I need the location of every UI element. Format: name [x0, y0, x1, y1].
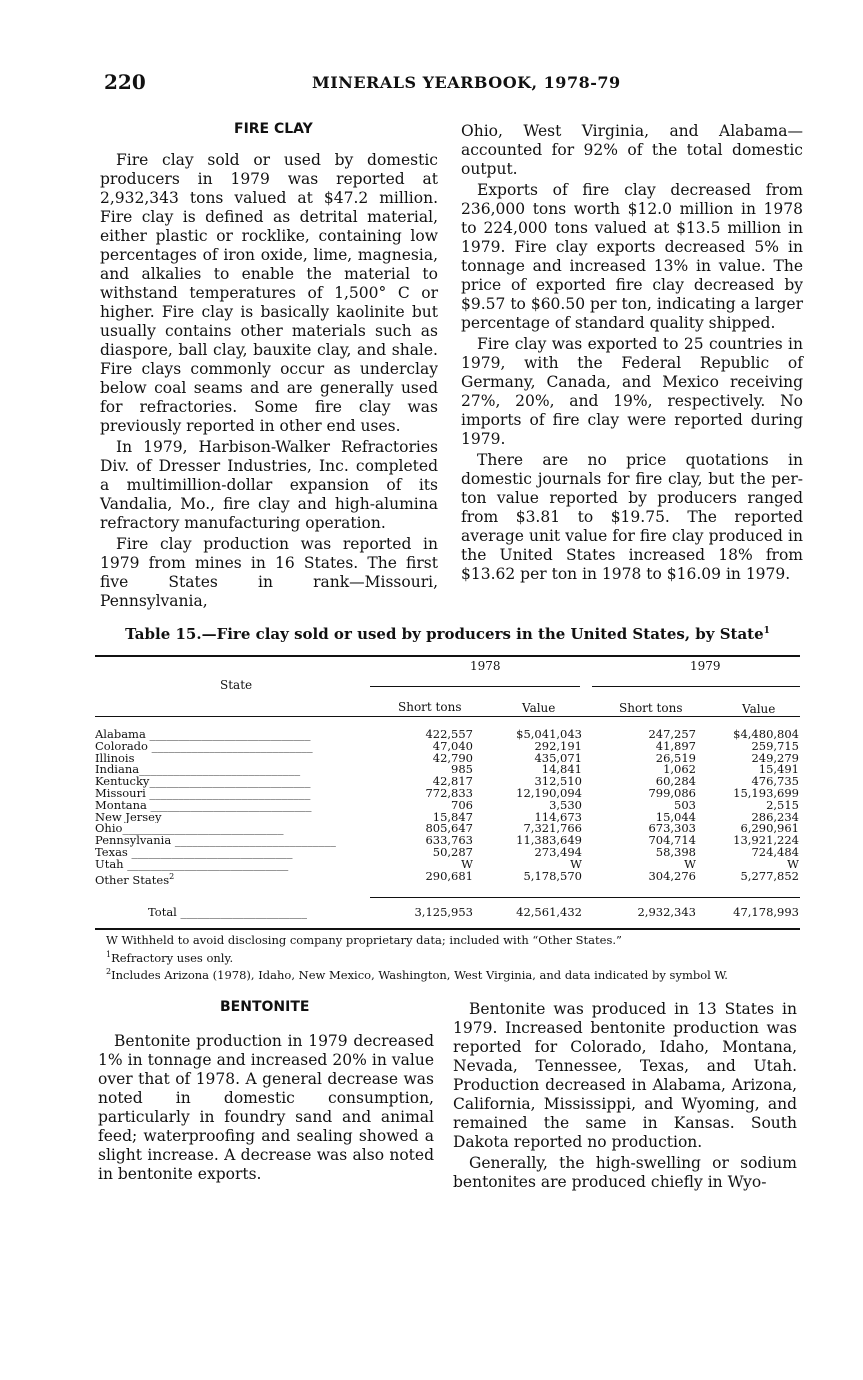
table-row: Pennsylvania ____________________________ 633,763 11,383,649 704,714 13,921,224	[95, 833, 799, 848]
footnote-marker: 1	[106, 949, 112, 959]
page-number: 220	[104, 70, 146, 94]
table-footnotes	[106, 934, 806, 982]
value-1979: 5,277,852	[740, 868, 799, 883]
fire-clay-right-column	[461, 122, 803, 584]
tons-1979: 41,897	[655, 738, 696, 753]
paragraph: Fire clay production was reported in 1979 from mines in 16 States. The first five States in rank—Missouri, Pennsylvania,	[100, 535, 438, 610]
fire-clay-heading: FIRE CLAY	[234, 121, 313, 137]
footnote-text: Refractory uses only.	[111, 950, 234, 965]
table-top-rule	[95, 655, 800, 657]
col-header-value-1978: Value	[522, 701, 556, 715]
value-1978: 292,191	[534, 738, 582, 753]
running-title: MINERALS YEARBOOK, 1978-79	[312, 73, 621, 92]
paragraph: Ohio, West Virginia, and Alabama—accounted for 92% of the total domestic output.	[461, 122, 803, 178]
value-1978: W	[570, 856, 582, 871]
tons-1979: 58,398	[655, 844, 696, 859]
tons-1978: 50,287	[432, 844, 473, 859]
col-header-short-tons-1979: Short tons	[619, 701, 683, 715]
value-1979: 15,491	[758, 762, 799, 777]
state-name: Other States	[95, 872, 170, 887]
table-row: Colorado ____________________________ 47,040 292,191 41,897 259,715	[95, 738, 799, 753]
bentonite-left-column	[98, 1032, 434, 1184]
value-1978: 7,321,766	[523, 821, 582, 836]
value-1979: 249,279	[751, 750, 799, 765]
total-tons-1979: 2,932,343	[637, 905, 696, 919]
tons-1979: 247,257	[648, 727, 696, 741]
tons-1979: 503	[674, 797, 696, 812]
value-1978: 5,178,570	[523, 868, 582, 883]
value-1978: 12,190,094	[516, 785, 582, 800]
running-header	[104, 70, 804, 94]
footnote-marker: 1	[763, 626, 770, 636]
value-1978: 3,530	[549, 797, 582, 812]
state-name: Alabama	[95, 729, 146, 741]
footnote-text: Includes Arizona (1978), Idaho, New Mexico, Washington, West Virginia, and data indicated by symbol W.	[111, 967, 728, 982]
state-name: Illinois	[95, 752, 135, 765]
tons-1979: 1,062	[663, 762, 696, 777]
state-name: Kentucky	[95, 776, 150, 788]
rule-1979	[592, 686, 800, 687]
table-row: Ohio____________________________ 805,647 7,321,766 673,303 6,290,961	[95, 821, 799, 836]
year-1979-header: 1979	[690, 659, 721, 673]
fire-clay-table	[95, 653, 800, 933]
paragraph: Bentonite was produced in 13 States in 1979. Increased bentonite production was reported for Colorado, Idaho, Montana, Nevada, Tennessee, Texas, and Utah. Production decreased in Alabama, Arizona, California, Mississippi, and Wyoming, and remained the same in Kansas. South Dakota reported no production.	[453, 1000, 797, 1151]
paragraph: There are no price quotations in domestic journals for fire clay, but the per-ton value reported by producers ranged from $3.81 to $19.75. The reported average unit value for fire clay produced in the United States increased 18% from $13.62 per ton in 1978 to $16.09 in 1979.	[461, 451, 803, 583]
tons-1978: 422,557	[425, 727, 473, 741]
col-header-short-tons-1978: Short tons	[398, 700, 462, 714]
value-1978: 14,841	[541, 762, 582, 777]
table-row: Alabama ____________________________ 422,557 $5,041,043 247,257 $4,480,804	[95, 727, 799, 741]
state-name: Indiana	[95, 764, 140, 777]
table-bottom-rule	[95, 928, 800, 930]
value-1979: 286,234	[751, 809, 799, 824]
value-1978: $5,041,043	[516, 727, 582, 741]
tons-1978: 772,833	[425, 785, 473, 800]
value-1978: 114,673	[534, 809, 582, 824]
year-1978-header: 1978	[470, 659, 501, 673]
tons-1978: 805,647	[425, 821, 473, 836]
fire-clay-left-column	[100, 151, 438, 611]
state-name: Pennsylvania	[95, 835, 172, 847]
tons-1978: 47,040	[432, 738, 473, 753]
table-row: New Jersey ____________________________ 15,847 114,673 15,044 286,234	[95, 809, 799, 824]
tons-1978: 15,847	[432, 809, 473, 824]
value-1978: 435,071	[534, 750, 582, 765]
tons-1979: 799,086	[648, 785, 696, 800]
tons-1979: 15,044	[655, 809, 696, 824]
tons-1978: W	[461, 856, 473, 871]
state-name: Ohio	[95, 823, 123, 836]
paragraph: Bentonite production in 1979 decreased 1% in tonnage and increased 20% in value over that of 1978. A general decrease was noted in domestic consumption, particularly in foundry sand and animal feed; waterproofing and sealing showed a slight increase. A decrease was also noted in bentonite exports.	[98, 1032, 434, 1183]
total-rule	[370, 897, 800, 898]
table-row: Illinois ____________________________ 42,790 435,071 26,519 249,279	[95, 750, 799, 765]
tons-1978: 985	[451, 762, 473, 777]
tons-1978: 706	[451, 797, 473, 812]
header-bottom-rule	[95, 716, 800, 717]
table-row: Utah ____________________________ W W W W	[95, 856, 799, 871]
tons-1979: W	[684, 856, 696, 871]
state-name: Colorado	[95, 740, 148, 753]
value-1979: $4,480,804	[733, 727, 799, 741]
table-row: Montana ____________________________ 706 3,530 503 2,515	[95, 797, 799, 812]
total-tons-1978: 3,125,953	[414, 905, 473, 919]
paragraph: Generally, the high-swelling or sodium bentonites are produced chiefly in Wyo-	[453, 1154, 797, 1191]
value-1978: 312,510	[534, 774, 582, 789]
value-1979: W	[787, 856, 799, 871]
footnote-marker: 2	[169, 871, 175, 881]
value-1979: 15,193,699	[733, 785, 799, 800]
footnote	[106, 948, 806, 965]
table-row: Other States$^2$ ____________________________ 290,681 5,178,570 304,276 5,277,852	[95, 868, 799, 887]
table-body	[95, 727, 800, 887]
value-1979: 476,735	[751, 774, 799, 789]
bentonite-heading: BENTONITE	[220, 999, 310, 1015]
value-1979: 259,715	[751, 738, 799, 753]
total-row: Total ______________________ 3,125,953 42,561,432 2,932,343 47,178,993	[148, 905, 799, 919]
table-row: Indiana____________________________ 985 14,841 1,062 15,491	[95, 762, 799, 777]
footnote	[106, 934, 806, 948]
footnote-marker: 2	[106, 966, 112, 976]
tons-1979: 673,303	[648, 821, 696, 836]
paragraph: In 1979, Harbison-Walker Refractories Div. of Dresser Industries, Inc. completed a multimillion-dollar expansion of its Vandalia, Mo., fire clay and high-alumina refractory manufacturing operation.	[100, 438, 438, 532]
total-value-1978: 42,561,432	[516, 905, 582, 919]
state-name: New Jersey	[95, 811, 162, 824]
value-1979: 724,484	[751, 844, 799, 859]
state-name: Montana	[95, 799, 147, 812]
table-row: Kentucky____________________________ 42,817 312,510 60,284 476,735	[95, 774, 799, 789]
paragraph: Exports of fire clay decreased from 236,000 tons worth $12.0 million in 1978 to 224,000 tons valued at $13.5 million in 1979. Fire clay exports decreased 5% in tonnage and increased 13% in value. The price of exported fire clay decreased by $9.57 to $60.50 per ton, indicating a larger percentage of standard quality shipped.	[461, 181, 803, 332]
col-header-value-1979: Value	[742, 702, 776, 716]
footnote-text: W Withheld to avoid disclosing company proprietary data; included with “Other States.”	[106, 933, 622, 947]
value-1979: 6,290,961	[740, 821, 799, 836]
footnote	[106, 965, 806, 982]
table-row: Missouri ____________________________ 772,833 12,190,094 799,086 15,193,699	[95, 785, 799, 800]
paragraph: Fire clay was exported to 25 countries in 1979, with the Federal Republic of Germany, Canada, and Mexico receiving 27%, 20%, and 19%, respectively. No imports of fire clay were reported during 1979.	[461, 335, 803, 448]
tons-1978: 42,817	[432, 774, 473, 789]
state-name: Utah	[95, 858, 124, 871]
tons-1979: 304,276	[648, 868, 696, 883]
rule-1978	[370, 686, 580, 687]
tons-1978: 290,681	[425, 868, 473, 883]
value-1978: 11,383,649	[516, 833, 582, 848]
tons-1978: 633,763	[425, 833, 473, 848]
bentonite-right-column	[453, 1000, 797, 1192]
tons-1979: 704,714	[648, 833, 696, 848]
paragraph: Fire clay sold or used by domestic producers in 1979 was reported at 2,932,343 tons valued at $47.2 million. Fire clay is defined as detrital material, either plastic or rocklike, containing low percentages of iron oxide, lime, magnesia, and alkalies to enable the material to withstand temperatures of 1,500° C or higher. Fire clay is basically kaolinite but usually contains other materials such as diaspore, ball clay, bauxite clay, and shale. Fire clays commonly occur as underclay below coal seams and are generally used for refractories. Some fire clay was previously reported in other end uses.	[100, 151, 438, 435]
table-row: Texas ____________________________ 50,287 273,494 58,398 724,484	[95, 844, 799, 859]
tons-1978: 42,790	[432, 750, 473, 765]
value-1978: 273,494	[534, 844, 582, 859]
value-1979: 13,921,224	[733, 833, 799, 848]
value-1979: 2,515	[766, 797, 799, 812]
total-value-1979: 47,178,993	[733, 905, 799, 919]
table-caption-text: Table 15.—Fire clay sold or used by producers in the United States, by State	[125, 625, 764, 643]
tons-1979: 60,284	[655, 774, 696, 789]
table-caption	[95, 625, 800, 643]
state-name: Missouri	[95, 787, 146, 800]
tons-1979: 26,519	[655, 750, 696, 765]
state-name: Texas	[95, 846, 128, 859]
total-label: Total	[148, 907, 177, 919]
stub-header: State	[220, 678, 253, 692]
